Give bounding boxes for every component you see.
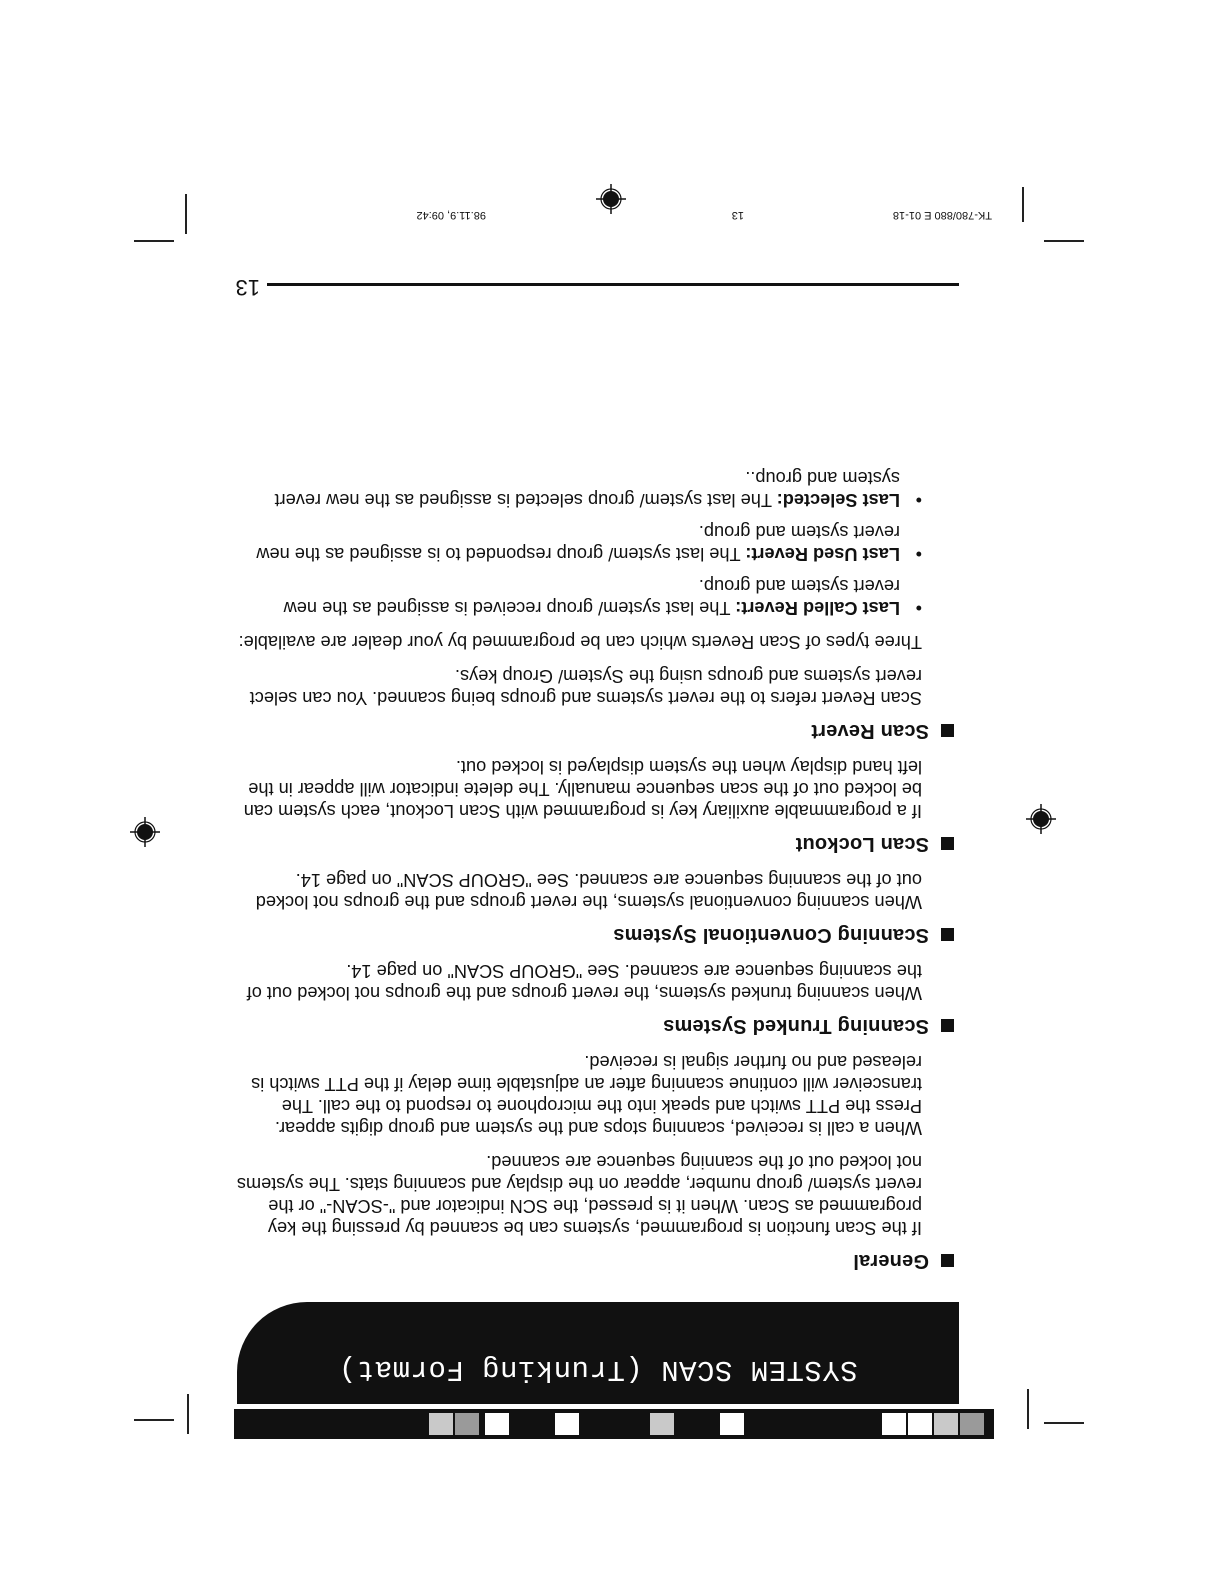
registration-mark-icon [596,184,626,214]
revert-types-list [234,467,954,619]
section-heading: Scan Lockout [795,833,929,855]
registration-mark-icon [130,817,160,847]
section-scan-revert [234,467,954,742]
list-item-desc: The last system/ group selected is assigned as the new revert system and group.. [274,468,900,510]
page-rule [267,283,959,286]
list-item-term: Last Used Revert: [745,544,900,564]
section-heading: General [853,1250,929,1272]
crop-mark [134,1419,174,1421]
list-item-term: Last Selected: [776,490,900,510]
paragraph: Three types of Scan Reverts which can be programmed by your dealer are available: [238,632,922,652]
color-bars [234,1409,994,1439]
crop-mark [1022,187,1024,222]
paragraph: When scanning conventional systems, the revert groups and the groups not locked out of the scanning sequence are scanned. See "GROUP SCAN" on page 14. [255,870,922,912]
list-item [234,575,922,619]
page-number: 13 [235,275,260,300]
paragraph: Scan Revert refers to the revert systems and groups being scanned. You can select revert systems and groups using the System/ Group keys. [249,666,922,708]
section-heading: Scanning Trunked Systems [663,1015,929,1037]
footer-date: 98.11.9, 09:42 [416,209,486,221]
square-bullet-icon [941,1019,954,1032]
footer-file: TK-780/880 E 01-18 [892,209,992,221]
paragraph: When a call is received, scanning stops and the system and group digits appear. Press the PTT switch and speak into the microphone to respond to the call. The transceiver will continue scanning after an adjustable time delay if the PTT switch is released and no further signal is received. [251,1052,922,1138]
square-bullet-icon [941,928,954,941]
page-title: SYSTEM SCAN (Trunking Format) [338,1353,858,1386]
crop-mark [1044,240,1084,242]
crop-mark [187,1394,189,1434]
square-bullet-icon [941,724,954,737]
list-item-desc: The last system/ group responded to is assigned as the new revert system and group. [256,522,900,564]
square-bullet-icon [941,837,954,850]
square-bullet-icon [941,1254,954,1267]
paragraph: If the Scan function is programmed, systems can be scanned by pressing the key programmed as Scan. When it is pressed, the SCN indicator and "-SCAN-" or the revert system/ group number, appear on the display and scanning stats. The systems not locked out of the scanning sequence are scanned. [236,1152,922,1238]
section-heading: Scanning Conventional Systems [613,924,929,946]
section-heading: Scan Revert [811,720,929,742]
paragraph: If a programmable auxiliary key is programmed with Scan Lockout, each system can be locked out of the scan sequence manually. The delete indicator will appear in the left hand display when the system displayed is locked out. [243,757,922,821]
crop-mark [1027,1389,1029,1429]
content [234,457,954,1286]
list-item [234,467,922,511]
section-scan-lockout [234,756,954,855]
footer-page: 13 [731,209,744,221]
crop-mark [1044,1422,1084,1424]
list-item-desc: The last system/ group received is assigned as the new revert system and group. [283,576,900,618]
list-item [234,521,922,565]
list-item-term: Last Called Revert: [735,598,900,618]
crop-mark [134,240,174,242]
section-scanning-trunked [234,960,954,1037]
crop-mark [185,194,187,234]
registration-mark-icon [1026,804,1056,834]
paragraph: When scanning trunked systems, the revert groups and the groups not locked out of the scanning sequence are scanned. See "GROUP SCAN" on page 14. [246,961,922,1003]
section-general [234,1051,954,1272]
section-scanning-conventional [234,869,954,946]
title-banner [237,1302,959,1404]
